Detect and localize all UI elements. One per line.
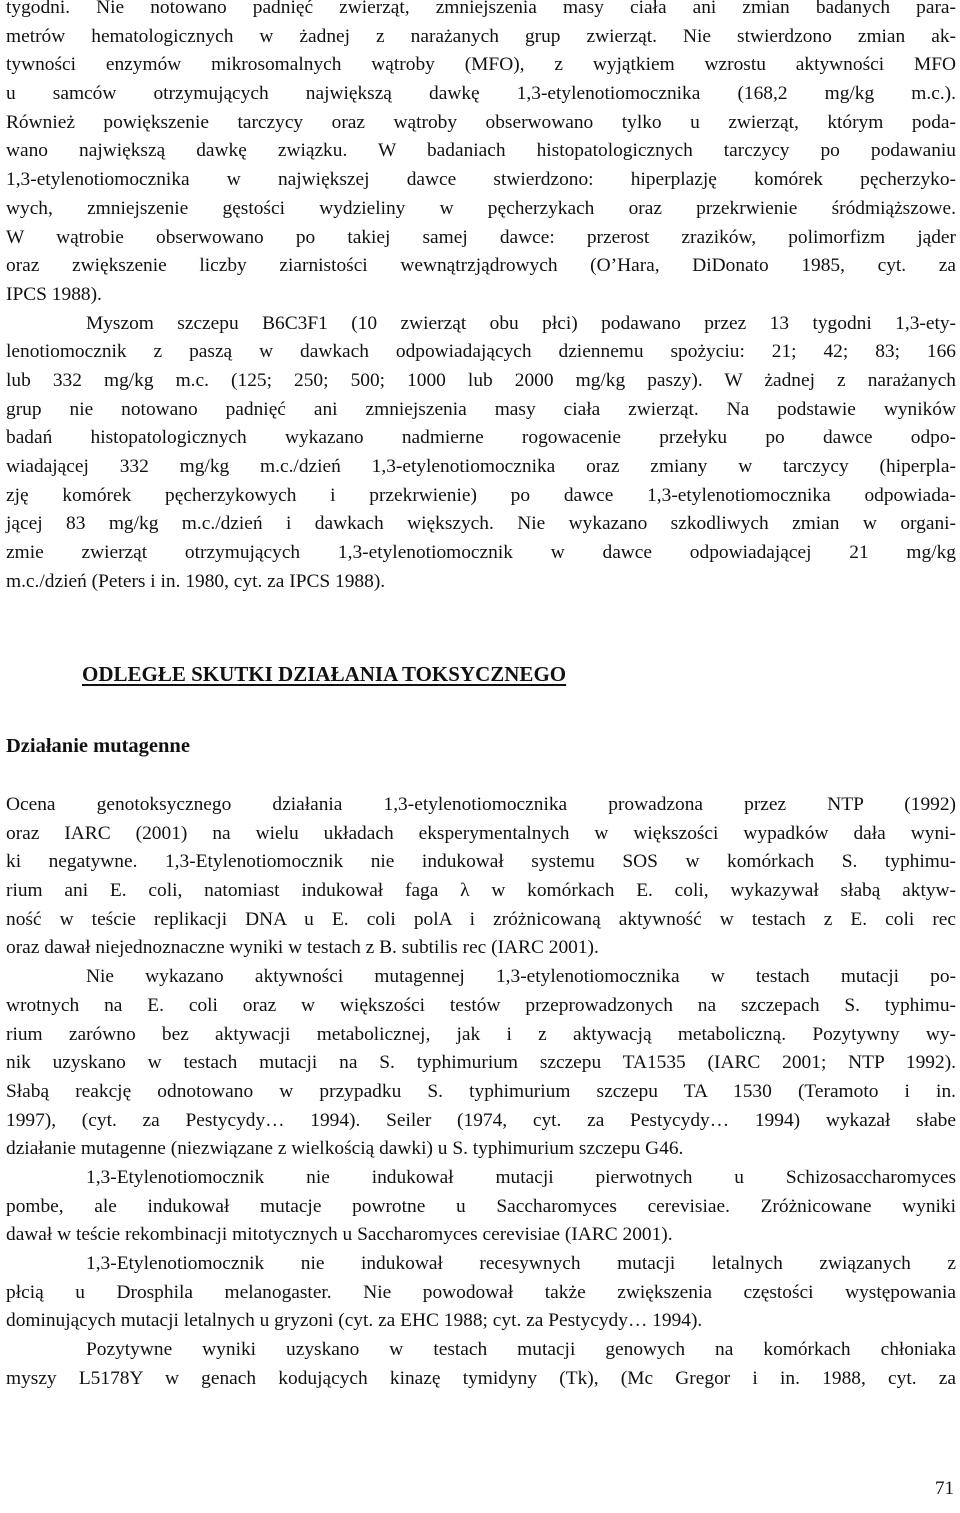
text-line: tygodni. Nie notowano padnięć zwierząt, zmniejszenia masy ciała ani zmian badanych para-: [6, 0, 956, 18]
text-line: wrotnych na E. coli oraz w większości testów przeprowadzonych na szczepach S. typhimu-: [6, 994, 956, 1016]
paragraph: [6, 963, 956, 1164]
page-number: 71: [935, 1478, 954, 1499]
text-line: wano największą dawkę związku. W badaniach histopatologicznych tarczycy po podawaniu: [6, 140, 956, 162]
text-line: dawał w teście rekombinacji mitotycznych u Saccharomyces cerevisiae (IARC 2001).: [6, 1224, 673, 1246]
paragraph: [6, 1336, 956, 1393]
text-line: nik uzyskano w testach mutacji na S. typhimurium szczepu TA1535 (IARC 2001; NTP 1992).: [6, 1052, 956, 1074]
text-line: IPCS 1988).: [6, 283, 102, 305]
text-line: zję komórek pęcherzykowych i przekrwienie) po dawce 1,3-etylenotiomocznika odpowiada-: [6, 484, 956, 506]
paragraph: [6, 1164, 956, 1250]
text-line: rium ani E. coli, natomiast indukował faga λ w komórkach E. coli, wykazywał słabą aktyw-: [6, 880, 956, 902]
text-line: u samców otrzymujących największą dawkę 1,3-etylenotiomocznika (168,2 mg/kg m.c.).: [6, 83, 956, 105]
text-line: 1,3-Etylenotiomocznik nie indukował recesywnych mutacji letalnych związanych z: [86, 1253, 956, 1274]
text-line: zmie zwierząt otrzymujących 1,3-etylenotiomocznik w dawce odpowiadającej 21 mg/kg: [6, 542, 956, 564]
text-line: Nie wykazano aktywności mutagennej 1,3-etylenotiomocznika w testach mutacji po-: [86, 966, 956, 988]
text-line: metrów hematologicznych w żadnej z narażanych grup zwierząt. Nie stwierdzono zmian ak-: [6, 25, 956, 47]
paragraph: [6, 0, 956, 310]
text-line: działanie mutagenne (niezwiązane z wielkością dawki) u S. typhimurium szczepu G46.: [6, 1138, 684, 1160]
subsection-heading: Działanie mutagenne: [6, 735, 190, 757]
text-line: 1997), (cyt. za Pestycydy… 1994). Seiler (1974, cyt. za Pestycydy… 1994) wykazał słabe: [6, 1109, 956, 1131]
text-line: lub 332 mg/kg m.c. (125; 250; 500; 1000 lub 2000 mg/kg paszy). W żadnej z narażanych: [6, 369, 956, 391]
text-line: Ocena genotoksycznego działania 1,3-etylenotiomocznika prowadzona przez NTP (1992): [6, 794, 956, 815]
text-line: wych, zmniejszenie gęstości wydzieliny w pęcherzykach oraz przekrwienie śródmiąższowe.: [6, 197, 956, 219]
text-line: płcią u Drosphila melanogaster. Nie powodował także zwiększenia częstości występowania: [6, 1281, 956, 1303]
text-line: 1,3-Etylenotiomocznik nie indukował mutacji pierwotnych u Schizosaccharomyces: [86, 1166, 956, 1188]
text-line: ki negatywne. 1,3-Etylenotiomocznik nie indukował systemu SOS w komórkach S. typhimu-: [6, 851, 956, 873]
text-line: 1,3-etylenotiomocznika w największej dawce stwierdzono: hiperplazję komórek pęcherzyko-: [6, 169, 956, 191]
text-line: jącej 83 mg/kg m.c./dzień i dawkach większych. Nie wykazano szkodliwych zmian w organi-: [6, 513, 956, 535]
text-line: m.c./dzień (Peters i in. 1980, cyt. za IPCS 1988).: [6, 570, 386, 592]
paragraph: [6, 791, 956, 963]
paragraph: [6, 310, 956, 597]
text-line: rium zarówno bez aktywacji metabolicznej, jak i z aktywacją metaboliczną. Pozytywny wy-: [6, 1023, 956, 1045]
text-line: wiadającej 332 mg/kg m.c./dzień 1,3-etylenotiomocznika oraz zmiany w tarczycy (hiperpla-: [6, 456, 956, 477]
text-line: Słabą reakcję odnotowano w przypadku S. typhimurium szczepu TA 1530 (Teramoto i in.: [6, 1080, 956, 1102]
text-line: W wątrobie obserwowano po takiej samej dawce: przerost zrazików, polimorfizm jąder: [6, 226, 956, 248]
body-text-top: [6, 0, 956, 596]
text-line: grup nie notowano padnięć ani zmniejszenia masy ciała zwierząt. Na podstawie wyników: [6, 398, 956, 420]
body-text-mutagenicity: [6, 791, 956, 1393]
text-line: oraz zwiększenie liczby ziarnistości wewnątrzjądrowych (O’Hara, DiDonato 1985, cyt. za: [6, 255, 956, 277]
text-line: ność w teście replikacji DNA u E. coli polA i zróżnicowaną aktywność w testach z E. coli rec: [6, 908, 956, 930]
text-line: oraz dawał niejednoznaczne wyniki w testach z B. subtilis rec (IARC 2001).: [6, 937, 599, 959]
text-line: myszy L5178Y w genach kodujących kinazę tymidyny (Tk), (Mc Gregor i in. 1988, cyt. za: [6, 1367, 956, 1389]
paragraph: [6, 1250, 956, 1336]
text-line: lenotiomocznik z paszą w dawkach odpowiadających dziennemu spożyciu: 21; 42; 83; 166: [6, 341, 956, 363]
text-line: tywności enzymów mikrosomalnych wątroby (MFO), z wyjątkiem wzrostu aktywności MFO: [6, 54, 956, 76]
text-line: oraz IARC (2001) na wielu układach eksperymentalnych w większości wypadków dała wyni-: [6, 822, 956, 844]
text-line: dominujących mutacji letalnych u gryzoni (cyt. za EHC 1988; cyt. za Pestycydy… 1994).: [6, 1310, 703, 1332]
text-line: badań histopatologicznych wykazano nadmierne rogowacenie przełyku po dawce odpo-: [6, 427, 956, 449]
section-heading: ODLEGŁE SKUTKI DZIAŁANIA TOKSYCZNEGO: [82, 662, 567, 686]
text-line: Pozytywne wyniki uzyskano w testach mutacji genowych na komórkach chłoniaka: [86, 1339, 956, 1361]
text-line: pombe, ale indukował mutacje powrotne u Saccharomyces cerevisiae. Zróżnicowane wyniki: [6, 1195, 956, 1217]
text-line: Myszom szczepu B6C3F1 (10 zwierząt obu płci) podawano przez 13 tygodni 1,3-ety-: [86, 312, 956, 334]
text-line: Również powiększenie tarczycy oraz wątroby obserwowano tylko u zwierząt, którym poda-: [6, 111, 956, 133]
